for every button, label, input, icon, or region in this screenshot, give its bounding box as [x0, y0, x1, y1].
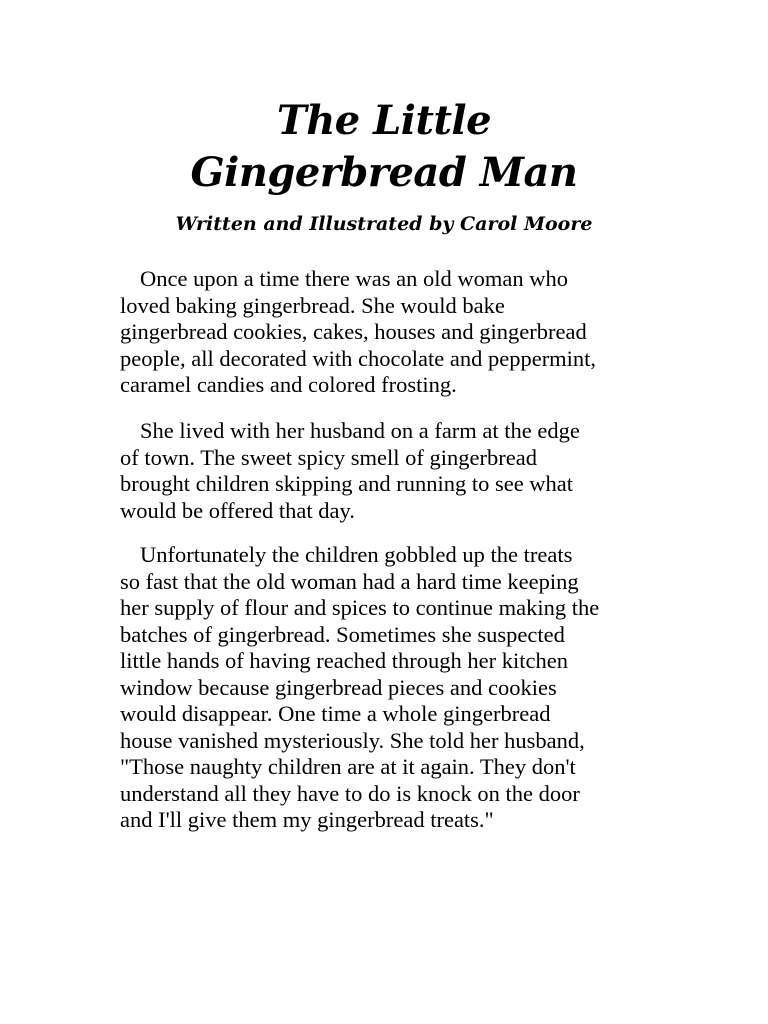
- paragraph-1: [120, 266, 656, 399]
- paragraph-line: loved baking gingerbread. She would bake: [120, 292, 505, 318]
- paragraph-line: understand all they have to do is knock on the door: [120, 780, 580, 806]
- paragraph-line: She lived with her husband on a farm at the edge: [140, 418, 580, 443]
- paragraph-line: "Those naughty children are at it again. They don't: [120, 754, 576, 779]
- title-line-2: Gingerbread Man: [190, 149, 578, 196]
- paragraph-line: so fast that the old woman had a hard time keeping: [120, 568, 579, 594]
- paragraph-line: people, all decorated with chocolate and peppermint,: [120, 345, 597, 371]
- paragraph-3: [120, 542, 656, 834]
- paragraph-line: Unfortunately the children gobbled up the treats: [140, 542, 573, 567]
- paragraph-line: would disappear. One time a whole gingerbread: [120, 701, 551, 726]
- paragraph-line: caramel candies and colored frosting.: [120, 372, 457, 397]
- paragraph-line: brought children skipping and running to see what: [120, 471, 574, 496]
- paragraph-2: [120, 418, 656, 524]
- byline: Written and Illustrated by Carol Moore: [175, 213, 593, 235]
- paragraph-line: house vanished mysteriously. She told her husband,: [120, 727, 585, 753]
- paragraph-line: would be offered that day.: [120, 497, 355, 523]
- paragraph-line: gingerbread cookies, cakes, houses and gingerbread: [120, 319, 587, 344]
- paragraph-line: batches of gingerbread. Sometimes she suspected: [120, 621, 565, 647]
- paragraph-line: window because gingerbread pieces and cookies: [120, 674, 557, 700]
- paragraph-line: her supply of flour and spices to continue making the: [120, 595, 600, 620]
- paragraph-line: and I'll give them my gingerbread treats.": [120, 807, 494, 832]
- paragraph-line: Once upon a time there was an old woman who: [140, 266, 569, 291]
- paragraph-line: of town. The sweet spicy smell of gingerbread: [120, 444, 537, 470]
- paragraph-line: little hands of having reached through her kitchen: [120, 648, 568, 673]
- title-line-1: The Little: [276, 97, 492, 144]
